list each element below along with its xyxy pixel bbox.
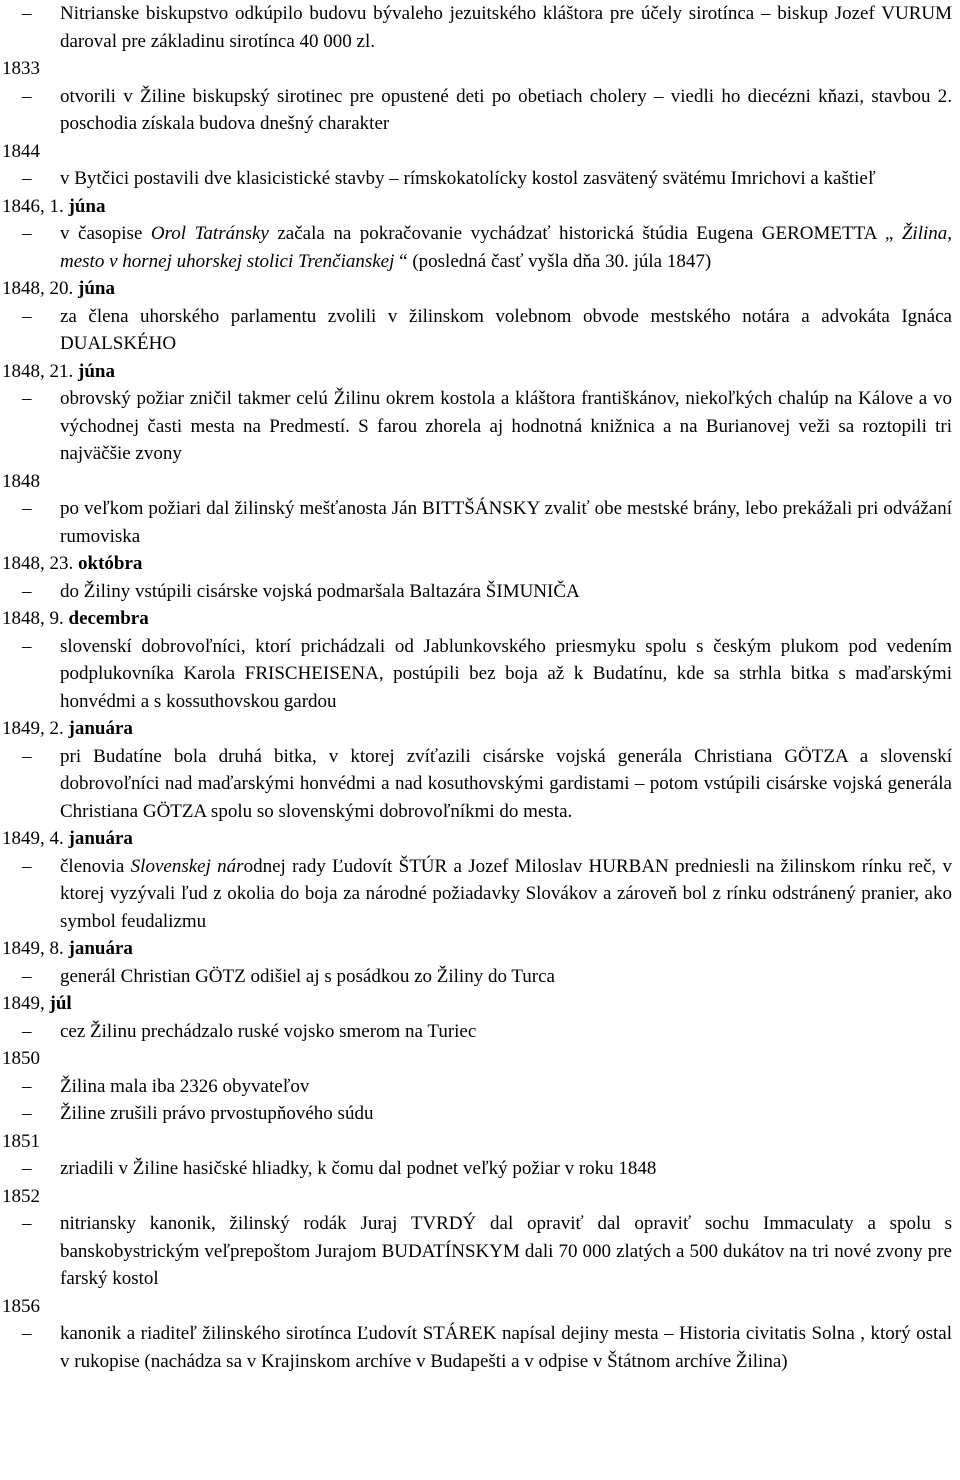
year-text: 1849, xyxy=(2,993,50,1014)
event-text: slovenskí dobrovoľníci, ktorí prichádzali od Jablunkovského priesmyku spolu s českým plukom pod vedením podplukovníka Karola FRISCHEISENA, postúpili bez boja až k Budatínu, kde sa strhla bitka s maďarskými honvédmi a s kossuthovskou gardou xyxy=(60,635,952,712)
event-item xyxy=(2,633,952,716)
event-text: Nitrianske biskupstvo odkúpilo budovu bývaleho jezuitského kláštora pre účely sirotínca – biskup Jozef VURUM daroval pre základinu sirotínca 40 000 zl. xyxy=(60,3,952,52)
year-text: 1844 xyxy=(2,140,40,162)
month-text: júl xyxy=(49,993,72,1014)
year-heading xyxy=(2,358,952,386)
event-item xyxy=(2,743,952,826)
event-text: obrovský požiar zničil takmer celú Žilinu okrem kostola a kláštora františkánov, niekoľkých chalúp na Kálove a vo východnej časti mesta na Predmestí. S farou zhorela aj hodnotná knižnica a na Burianovej veži sa roztopili tri najväčšie zvony xyxy=(60,388,952,464)
month-text: júna xyxy=(78,360,115,382)
year-text: 1849, 8. xyxy=(2,938,69,959)
dash-bullet: – xyxy=(22,1158,32,1179)
event-text: odnej rady Ľudovít ŠTÚR a Jozef Miloslav HURBAN predniesli na žilinskom rínku reč, v ktorej vyzývali ľud z okolia do boja za národné požiadavky Slovákov a zároveň bol z rínku odstránený pranier, ako symbol feudalizmu xyxy=(60,855,952,932)
year-heading xyxy=(2,138,952,166)
year-heading xyxy=(2,1045,952,1073)
dash-bullet: – xyxy=(22,1213,32,1234)
event-item xyxy=(2,303,952,358)
year-heading xyxy=(2,990,952,1018)
year-text: 1833 xyxy=(2,58,40,79)
year-text: 1846, 1. xyxy=(2,195,69,217)
month-text: januára xyxy=(68,828,133,849)
event-item xyxy=(2,1210,952,1293)
event-text: otvorili v Žiline biskupský sirotinec pre opustené deti po obetiach cholery – viedli ho diecézni kňazi, stavbou 2. poschodia získala budova dnešný charakter xyxy=(60,85,952,134)
month-text: júna xyxy=(78,278,115,299)
year-heading xyxy=(2,55,952,83)
year-heading xyxy=(2,1293,952,1321)
dash-bullet: – xyxy=(22,1075,32,1097)
dash-bullet: – xyxy=(22,223,32,244)
event-item xyxy=(2,963,952,991)
event-item xyxy=(2,0,952,55)
year-text: 1848, 21. xyxy=(2,360,78,382)
event-item xyxy=(2,1073,952,1101)
event-text: cez Žilinu prechádzalo ruské vojsko smerom na Turiec xyxy=(60,1020,477,1042)
event-text: Žilina mala iba 2326 obyvateľov xyxy=(60,1075,310,1097)
month-text: januára xyxy=(68,938,133,959)
year-text: 1850 xyxy=(2,1048,40,1069)
year-text: 1848, 20. xyxy=(2,278,78,299)
year-text: 1849, 2. xyxy=(2,718,69,739)
event-item xyxy=(2,1155,952,1183)
italic-title: Orol Tatránsky xyxy=(150,223,269,244)
dash-bullet: – xyxy=(22,498,32,519)
dash-bullet: – xyxy=(22,85,32,107)
year-heading xyxy=(2,935,952,963)
dash-bullet: – xyxy=(22,1323,32,1344)
year-text: 1848, 9. xyxy=(2,608,69,629)
year-heading xyxy=(2,550,952,578)
month-text: decembra xyxy=(68,608,149,629)
event-item xyxy=(2,853,952,936)
year-heading xyxy=(2,193,952,221)
event-text: nitriansky kanonik, žilinský rodák Juraj TVRDÝ dal opraviť dal opraviť sochu Immaculaty a spolu s banskobystrickým veľprepoštom Jurajom BUDATÍNSKYM dali 70 000 zlatých a 500 dukátov na tri nové zvony pre farský kostol xyxy=(60,1213,952,1289)
dash-bullet: – xyxy=(22,3,32,24)
year-heading xyxy=(2,825,952,853)
dash-bullet: – xyxy=(22,965,32,987)
italic-title: Žilina, mesto v hornej uhorskej stolici Trenčianskej xyxy=(60,223,952,272)
month-text: októbra xyxy=(78,553,143,574)
year-heading xyxy=(2,468,952,496)
event-item xyxy=(2,1320,952,1375)
event-item xyxy=(2,495,952,550)
dash-bullet: – xyxy=(22,580,32,602)
dash-bullet: – xyxy=(22,388,32,409)
dash-bullet: – xyxy=(22,1103,32,1124)
year-text: 1851 xyxy=(2,1130,40,1152)
year-text: 1856 xyxy=(2,1295,40,1317)
dash-bullet: – xyxy=(22,305,32,327)
italic-title: Slovenskej nár xyxy=(130,855,244,877)
event-item xyxy=(2,165,952,193)
dash-bullet: – xyxy=(22,635,32,657)
event-item xyxy=(2,385,952,468)
year-text: 1848 xyxy=(2,470,40,492)
year-text: 1849, 4. xyxy=(2,828,69,849)
dash-bullet: – xyxy=(22,1020,32,1042)
event-text: do Žiliny vstúpili cisárske vojská podmaršala Baltazára ŠIMUNIČA xyxy=(60,580,580,602)
dash-bullet: – xyxy=(22,168,32,189)
event-text: pri Budatíne bola druhá bitka, v ktorej zvíťazili cisárske vojská generála Christiana GÖTZA a slovenskí dobrovoľníci nad maďarskými honvédmi a nad kosuthovskými gardistami – potom vstúpili cisárske vojská generála Christiana GÖTZA spolu so slovenskými dobrovoľníkmi do mesta. xyxy=(60,745,952,822)
year-text: 1852 xyxy=(2,1185,40,1207)
year-heading xyxy=(2,1128,952,1156)
month-text: júna xyxy=(68,195,106,217)
event-text: “ (posledná časť vyšla dňa 30. júla 1847) xyxy=(394,250,712,272)
event-text: Žiline zrušili právo prvostupňového súdu xyxy=(60,1103,374,1124)
event-text: za člena uhorského parlamentu zvolili v žilinskom volebnom obvode mestského notára a advokáta Ignáca DUALSKÉHO xyxy=(60,305,952,354)
event-text: členovia xyxy=(60,855,131,877)
year-heading xyxy=(2,275,952,303)
event-text: v Bytčici postavili dve klasicistické stavby – rímskokatolícky kostol zasvätený svätému Imrichovi a kaštieľ xyxy=(60,168,876,189)
dash-bullet: – xyxy=(22,745,32,767)
dash-bullet: – xyxy=(22,855,32,877)
event-text: generál Christian GÖTZ odišiel aj s posádkou zo Žiliny do Turca xyxy=(60,965,555,987)
year-heading xyxy=(2,715,952,743)
event-item xyxy=(2,1100,952,1128)
event-item xyxy=(2,1018,952,1046)
event-item xyxy=(2,220,952,275)
year-text: 1848, 23. xyxy=(2,553,78,574)
event-item xyxy=(2,83,952,138)
year-heading xyxy=(2,605,952,633)
year-heading xyxy=(2,1183,952,1211)
month-text: januára xyxy=(68,718,133,739)
event-text: v časopise xyxy=(60,223,151,244)
event-text: po veľkom požiari dal žilinský mešťanosta Ján BITTŠÁNSKY zvaliť obe mestské brány, lebo prekážali pri odvážaní rumoviska xyxy=(60,498,952,547)
event-text: kanonik a riaditeľ žilinského sirotínca Ľudovít STÁREK napísal dejiny mesta – Historia civitatis Solna , ktorý ostal v rukopise (nachádza sa v Krajinskom archíve v Budapešti a v odpise v Štátnom archíve Žilina) xyxy=(60,1323,952,1372)
event-item xyxy=(2,578,952,606)
event-text: začala na pokračovanie vychádzať historická štúdia Eugena GEROMETTA „ xyxy=(268,223,902,244)
event-text: zriadili v Žiline hasičské hliadky, k čomu dal podnet veľký požiar v roku 1848 xyxy=(60,1158,657,1179)
